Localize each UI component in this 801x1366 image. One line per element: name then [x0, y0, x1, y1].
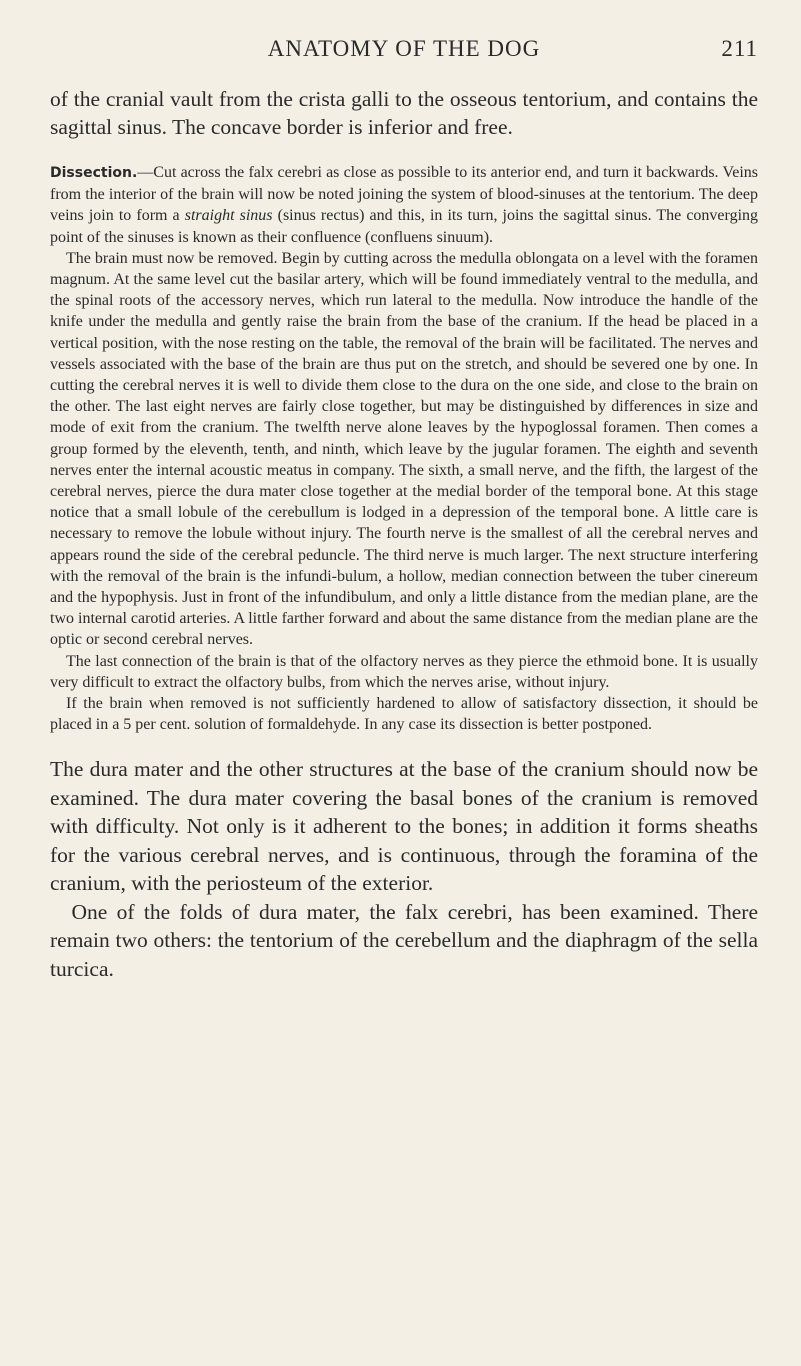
- straight-sinus-term: straight sinus: [184, 207, 273, 225]
- dissection-paragraph-4: If the brain when removed is not sufficiently hardened to allow of satisfactory dissection, it should be placed in a 5 per cent. solution of formaldehyde. In any case its dissection is better postponed.: [50, 695, 758, 734]
- dissection-section: [50, 162, 758, 735]
- dissection-text-after-italic: (sinus rectus) and this, in its turn, joins the sagittal sinus. The converging point of the sinuses is known as their confluence (confluens sinuum).: [50, 207, 759, 246]
- dissection-paragraph-1: [50, 162, 758, 248]
- closing-paragraph-1: The dura mater and the other structures at the base of the cranium should now be examined. The dura mater covering the basal bones of the cranium is removed with difficulty. Not only is it adherent to the bones; in addition it forms sheaths for the various cerebral nerves, and is continuous, through the foramina of the cranium, with the periosteum of the exterior.: [50, 757, 758, 896]
- running-header: [50, 32, 758, 66]
- closing-section: [50, 755, 758, 983]
- dissection-heading: Dissection.: [50, 165, 138, 181]
- page-number: 211: [721, 36, 758, 61]
- book-page: [50, 32, 758, 983]
- dissection-paragraph-3: The last connection of the brain is that of the olfactory nerves as they pierce the ethmoid bone. It is usually very difficult to extract the olfactory bulbs, from which the nerves arise, without injury.: [50, 652, 758, 691]
- dissection-paragraph-2: The brain must now be removed. Begin by cutting across the medulla oblongata on a level with the foramen magnum. At the same level cut the basilar artery, which will be found immediately ventral to the medulla, and the spinal roots of the accessory nerves, which run lateral to the medulla. Now introduce the handle of the knife under the medulla and gently raise the brain from the base of the cranium. If the head be placed in a vertical position, with the nose resting on the table, the removal of the brain will be facilitated. The nerves and vessels associated with the base of the brain are thus put on the stretch, and should be severed one by one. In cutting the cerebral nerves it is well to divide them close to the dura on the one side, and close to the brain on the other. The last eight nerves are fairly close together, but may be distinguished by differences in size and mode of exit from the cranium. The twelfth nerve alone leaves by the hypoglossal foramen. Then comes a group formed by the eleventh, tenth, and ninth, which leave by the jugular foramen. The eighth and seventh nerves enter the internal acoustic meatus in company. The sixth, a small nerve, and the fifth, the largest of the cerebral nerves, pierce the dura mater close together at the medial border of the temporal bone. At this stage notice that a small lobule of the cerebullum is lodged in a depression of the temporal bone. A little care is necessary to remove the lobule without injury. The fourth nerve is the smallest of all the cerebral nerves and appears round the side of the cerebral peduncle. The third nerve is much larger. The next structure interfering with the removal of the brain is the infundi-bulum, a hollow, median connection between the tuber cinereum and the hypophysis. Just in front of the infundibulum, and only a little distance from the median plane, are the two internal carotid arteries. A little farther forward and about the same distance from the median plane are the optic or second cerebral nerves.: [50, 249, 758, 649]
- dissection-text-before-italic: —Cut across the falx cerebri as close as possible to its anterior end, and turn it backwards. Veins from the interior of the brain will now be noted joining the system of blood-sinuses at the tentorium. The deep veins join to form a: [50, 164, 758, 225]
- intro-paragraph: of the cranial vault from the crista galli to the osseous tentorium, and contains the sagittal sinus. The concave border is inferior and free.: [50, 87, 758, 139]
- closing-paragraph-2: One of the folds of dura mater, the falx cerebri, has been examined. There remain two others: the tentorium of the cerebellum and the diaphragm of the sella turcica.: [50, 899, 758, 981]
- running-title: ANATOMY OF THE DOG: [267, 36, 541, 61]
